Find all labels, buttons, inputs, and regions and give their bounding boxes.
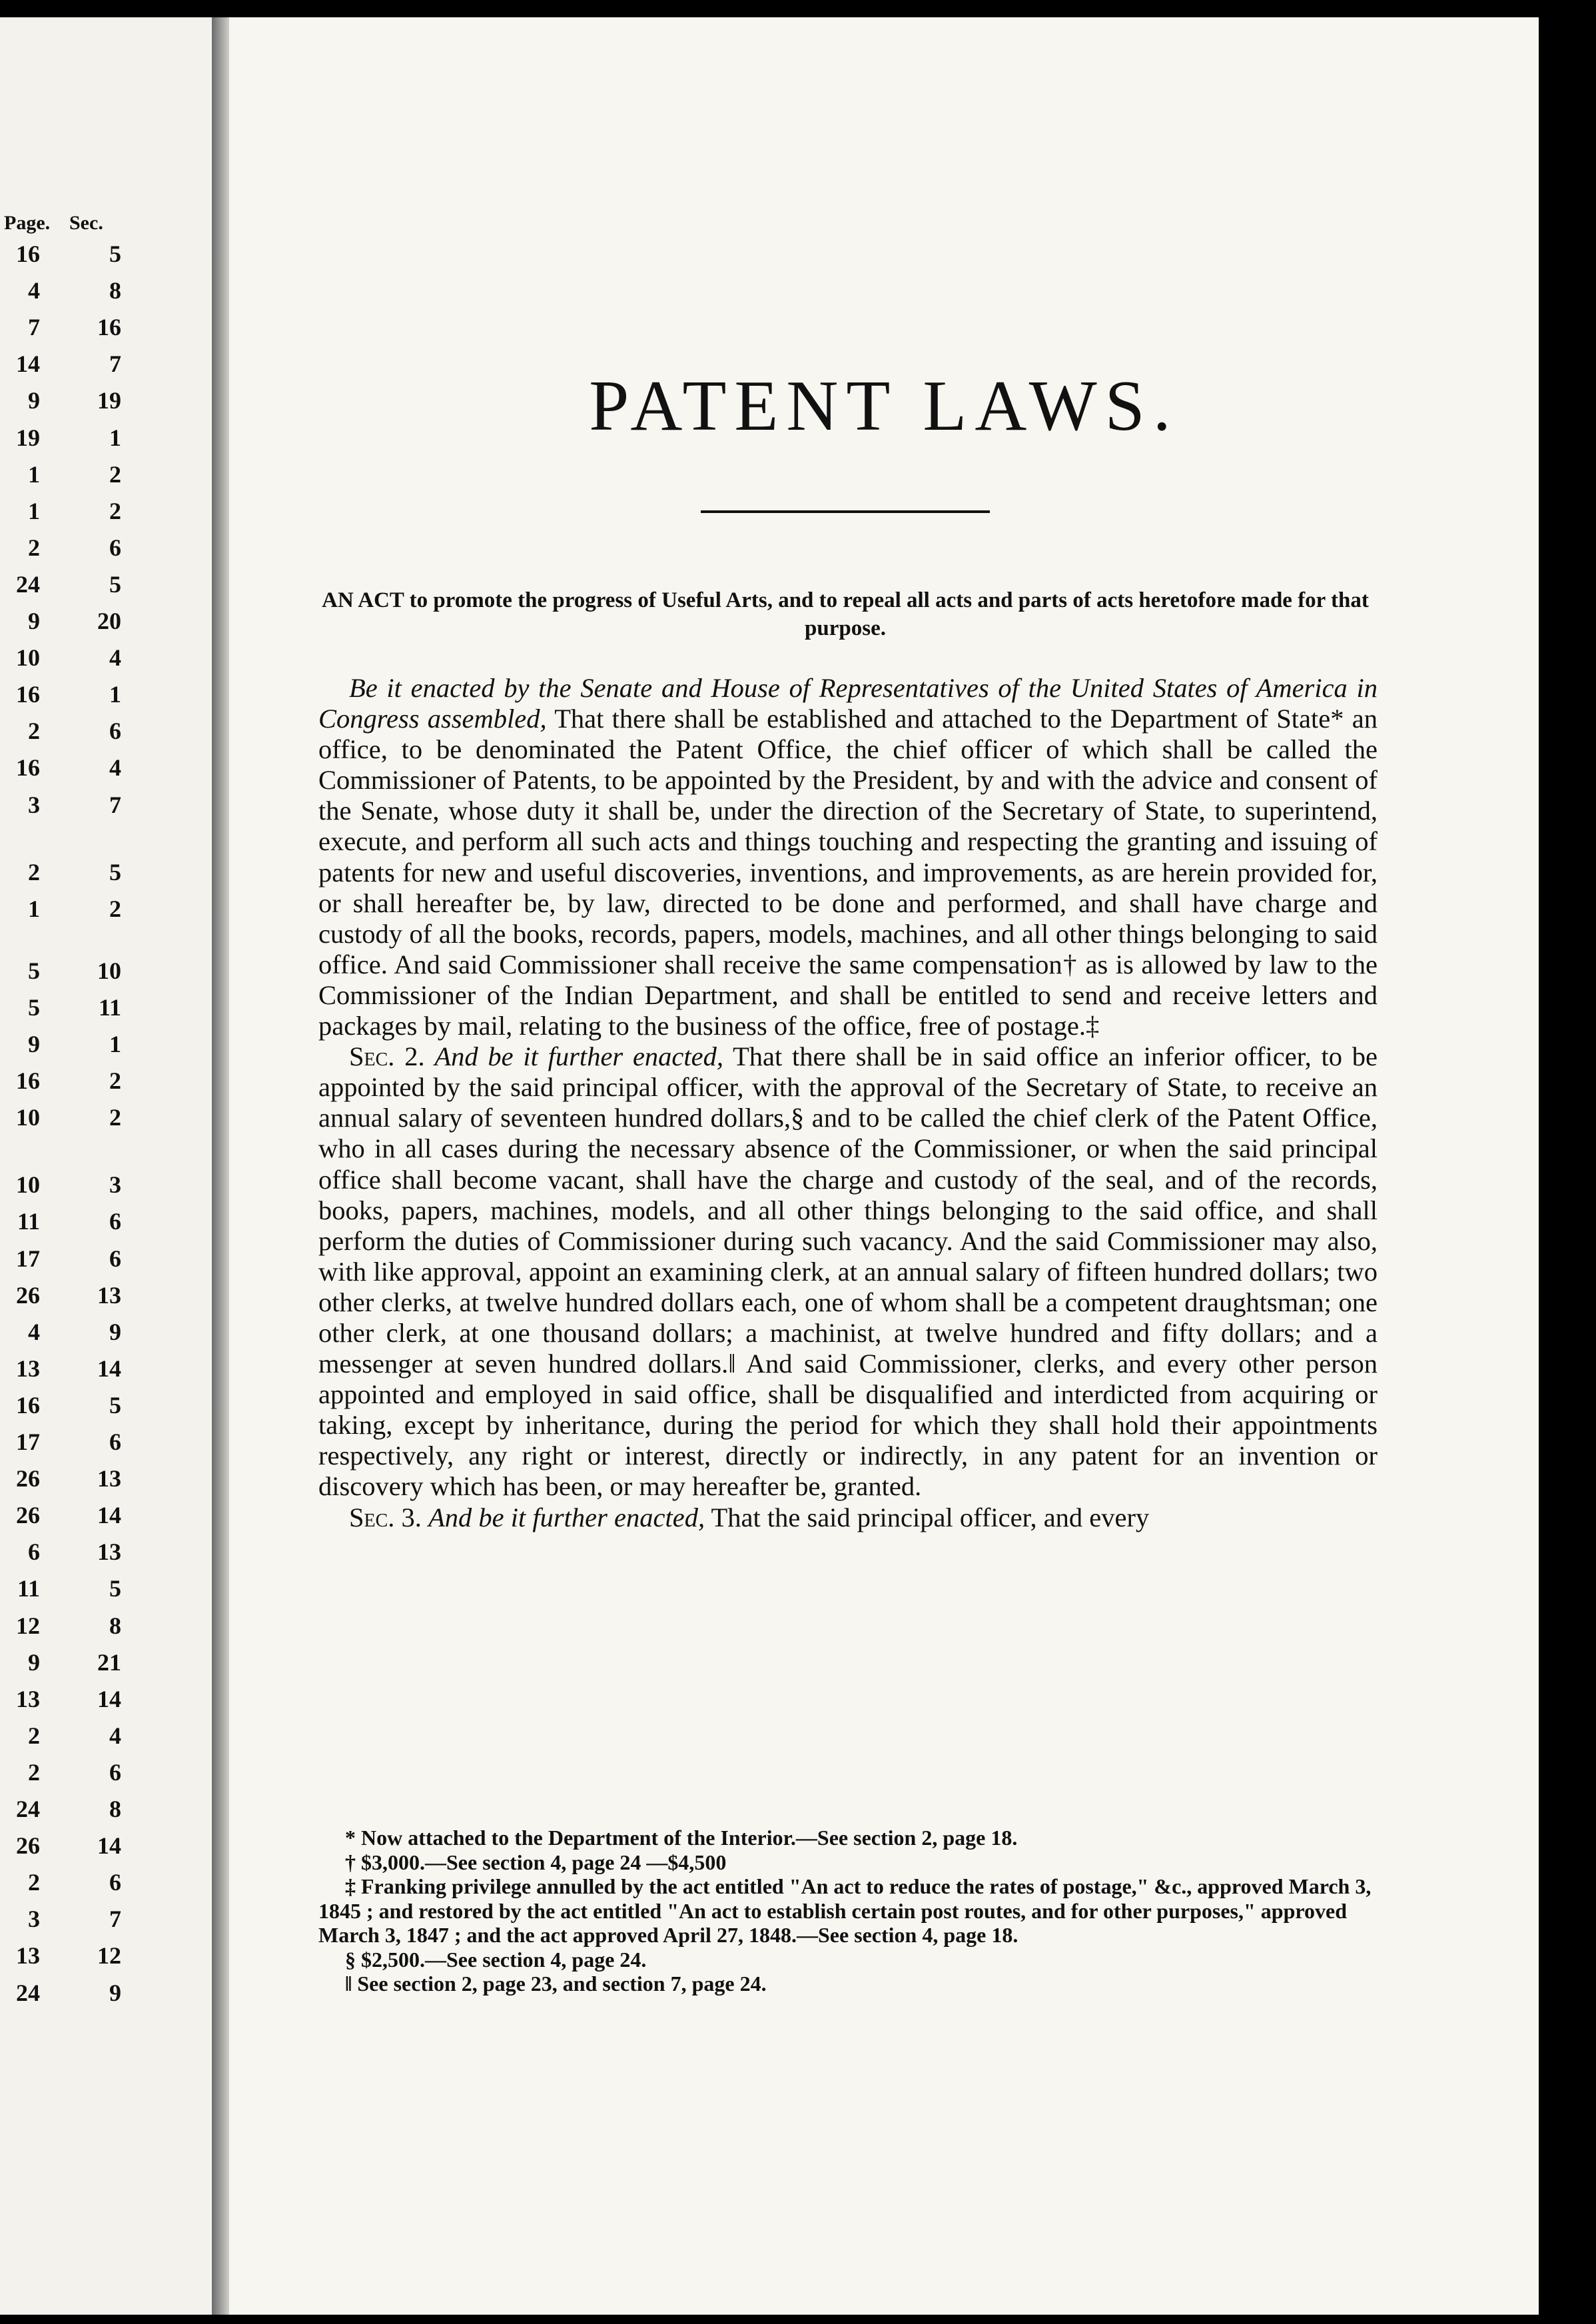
- index-section-number: 5: [109, 1575, 121, 1602]
- index-page-number: 4: [28, 277, 40, 304]
- index-page-number: 10: [16, 1171, 40, 1199]
- index-row: [0, 680, 212, 717]
- index-section-number: 7: [109, 791, 121, 818]
- index-section-number: 11: [98, 993, 121, 1021]
- index-page-number: 17: [16, 1429, 40, 1455]
- index-page-number: 13: [16, 1685, 40, 1712]
- index-section-number: 6: [109, 1758, 121, 1786]
- index-section-number: 13: [97, 1281, 121, 1309]
- index-section-number: 21: [97, 1648, 121, 1676]
- index-row: [0, 277, 212, 313]
- index-page-number: 6: [28, 1538, 40, 1566]
- index-section-number: 7: [109, 350, 121, 378]
- index-section-number: 4: [109, 754, 121, 782]
- index-row: [0, 1501, 212, 1538]
- footnote-3: ‡ Franking privilege annulled by the act entitled "An act to reduce the rates of postage," &c., approved March 3, 1845 ; and restored by the act entitled "An act to establish certain post routes, and for other purposes," approved March 3, 1847 ; and the act approved April 27, 1848.—See section 4, page 18.: [318, 1874, 1372, 1947]
- index-section-number: 10: [97, 957, 121, 984]
- index-row: [0, 1832, 212, 1868]
- index-section-number: 4: [109, 644, 121, 672]
- index-row: [0, 1067, 212, 1103]
- index-page-number: 9: [28, 608, 40, 634]
- index-row: [0, 1391, 212, 1428]
- footnote-4: § $2,500.—See section 4, page 24.: [345, 1947, 647, 1972]
- index-row: [0, 497, 212, 534]
- index-row: [0, 1612, 212, 1648]
- index-section-number: 8: [109, 1612, 121, 1639]
- index-row: [0, 1722, 212, 1758]
- index-section-number: 2: [109, 1067, 121, 1095]
- index-page-number: 16: [16, 681, 40, 708]
- index-section-number: 6: [109, 1429, 121, 1455]
- index-row: [0, 460, 212, 497]
- index-row: [0, 1795, 212, 1832]
- index-section-number: 2: [109, 895, 121, 922]
- index-page-number: 5: [28, 957, 40, 984]
- index-page-number: 9: [28, 1648, 40, 1676]
- index-section-number: 9: [109, 1318, 121, 1345]
- index-row: [0, 895, 212, 931]
- title-divider: [701, 510, 990, 513]
- section-2-label: Sec. 2.: [349, 1041, 425, 1072]
- index-page-number: 16: [16, 1391, 40, 1419]
- index-row: [0, 1574, 212, 1611]
- index-section-number: 2: [109, 460, 121, 488]
- index-section-number: 16: [97, 314, 121, 341]
- index-row: [0, 350, 212, 386]
- index-row: [0, 1207, 212, 1244]
- index-row: [0, 570, 212, 607]
- index-section-number: 14: [97, 1355, 121, 1382]
- index-section-number: 6: [109, 1208, 121, 1235]
- index-section-number: 8: [109, 1796, 121, 1822]
- index-page-number: 9: [28, 1031, 40, 1057]
- index-section-number: 2: [109, 497, 121, 524]
- index-page-number: 2: [28, 1722, 40, 1749]
- index-page-number: 2: [28, 1869, 40, 1896]
- index-row: [0, 1245, 212, 1281]
- index-page-number: 16: [16, 1067, 40, 1095]
- index-section-number: 7: [109, 1906, 121, 1933]
- footnotes: [318, 1826, 1378, 1996]
- index-section-number: 5: [109, 1391, 121, 1419]
- index-row: [0, 1538, 212, 1574]
- index-row: [0, 754, 212, 790]
- section-3-text: That the said principal officer, and every: [711, 1502, 1150, 1532]
- index-header-page: Page.: [4, 212, 51, 234]
- index-page-number: 17: [16, 1245, 40, 1272]
- index-section-number: 8: [109, 277, 121, 304]
- index-page-number: 12: [16, 1612, 40, 1639]
- index-section-number: 19: [97, 387, 121, 414]
- index-row: [0, 1648, 212, 1685]
- section-2-clause: And be it further enacted,: [434, 1041, 724, 1072]
- section-3-label: Sec. 3.: [349, 1502, 422, 1532]
- index-header-sec: Sec.: [69, 212, 103, 234]
- index-section-number: 9: [109, 1979, 121, 2006]
- index-section-number: 14: [97, 1832, 121, 1860]
- index-page-number: 5: [28, 993, 40, 1021]
- index-page-number: 3: [28, 1906, 40, 1933]
- index-section-number: 6: [109, 718, 121, 745]
- index-page-number: 13: [16, 1942, 40, 1970]
- index-page-number: 24: [16, 1796, 40, 1822]
- index-page-number: 14: [16, 350, 40, 378]
- index-row: [0, 993, 212, 1030]
- index-page-number: 2: [28, 1758, 40, 1786]
- index-page-number: 11: [17, 1575, 40, 1602]
- index-page-number: 26: [16, 1281, 40, 1309]
- index-page-number: 2: [28, 858, 40, 885]
- index-row: [0, 1318, 212, 1355]
- index-page-number: 24: [16, 1979, 40, 2006]
- index-row: [0, 534, 212, 570]
- section-2-paragraph: [318, 1041, 1378, 1502]
- index-row: [0, 1428, 212, 1464]
- index-row: [0, 1464, 212, 1501]
- index-section-number: 13: [97, 1465, 121, 1492]
- index-row: [0, 1103, 212, 1140]
- index-row: [0, 240, 212, 277]
- index-section-number: 5: [109, 241, 121, 267]
- index-row: [0, 313, 212, 350]
- index-section-number: 6: [109, 1245, 121, 1272]
- index-page-number: 26: [16, 1832, 40, 1860]
- index-row: [0, 791, 212, 828]
- index-page-number: 26: [16, 1465, 40, 1492]
- index-page-number: 7: [28, 314, 40, 341]
- section-3-clause: And be it further enacted,: [428, 1502, 705, 1532]
- index-page-number: 10: [16, 1104, 40, 1131]
- index-row: [0, 644, 212, 680]
- index-section-number: 5: [109, 858, 121, 885]
- act-body: [318, 673, 1378, 1533]
- index-page-number: 10: [16, 644, 40, 672]
- footnote-1: * Now attached to the Department of the Interior.—See section 2, page 18.: [345, 1826, 1018, 1850]
- index-page-number: 24: [16, 570, 40, 598]
- section-1-text: That there shall be established and attached to the Department of State* an office, to be denominated the Patent Office, the chief officer of which shall be called the Commissioner of Patents, to be appointed by the President, by and with the advice and consent of the Senate, whose duty it shall be, under the direction of the Secretary of State, to superintend, execute, and perform all such acts and things touching and respecting the granting and issuing of patents for new and useful discoveries, inventions, and improvements, as are herein provided for, or shall hereafter be, by law, directed to be done and performed, and shall have charge and custody of all the books, records, papers, models, machines, and all other things belonging to said office. And said Commissioner shall receive the same compensation† as is allowed by law to the Commissioner of the Indian Department, and shall be entitled to send and receive letters and packages by mail, relating to the business of the office, free of postage.‡: [318, 704, 1378, 1041]
- footnote-2: † $3,000.—See section 4, page 24 —$4,500: [345, 1850, 727, 1874]
- index-page-number: 26: [16, 1502, 40, 1529]
- index-section-number: 3: [109, 1171, 121, 1199]
- index-section-number: 6: [109, 534, 121, 561]
- index-row: [0, 386, 212, 423]
- index-page-number: 1: [28, 895, 40, 922]
- index-section-number: 14: [97, 1685, 121, 1712]
- index-row: [0, 1942, 212, 1978]
- index-section-number: 6: [109, 1869, 121, 1896]
- section-1-paragraph: [318, 673, 1378, 1041]
- index-row: [0, 424, 212, 460]
- index-row: [0, 1979, 212, 2016]
- index-row: [0, 717, 212, 754]
- index-section-number: 20: [97, 608, 121, 634]
- index-section-number: 1: [109, 681, 121, 708]
- index-page-number: 16: [16, 754, 40, 782]
- act-caption: AN ACT to promote the progress of Useful Arts, and to repeal all acts and parts of acts heretofore made for that purpose.: [322, 588, 1369, 640]
- section-3-paragraph: [318, 1502, 1378, 1533]
- index-row: [0, 1758, 212, 1795]
- index-section-number: 2: [109, 1104, 121, 1131]
- index-page-number: 9: [28, 387, 40, 414]
- index-page-number: 11: [17, 1208, 40, 1235]
- index-row: [0, 1030, 212, 1067]
- index-section-number: 14: [97, 1502, 121, 1529]
- index-page-number: 1: [28, 460, 40, 488]
- index-row: [0, 957, 212, 993]
- enacting-clause: Be it enacted by the Senate and House of Representatives of the United States of America in Congress assembled,: [318, 673, 1378, 734]
- index-row: [0, 1868, 212, 1905]
- index-row: [0, 1171, 212, 1207]
- page-title: PATENT LAWS.: [589, 366, 1179, 446]
- index-section-number: 5: [109, 570, 121, 598]
- index-section-number: 1: [109, 424, 121, 451]
- index-section-number: 1: [109, 1031, 121, 1057]
- index-page-number: 16: [16, 241, 40, 267]
- index-page-number: 4: [28, 1318, 40, 1345]
- index-section-number: 13: [97, 1538, 121, 1566]
- index-section-number: 4: [109, 1722, 121, 1749]
- section-2-text: That there shall be in said office an inferior officer, to be appointed by the said principal officer, with the approval of the Secretary of State, to receive an annual salary of seventeen hundred dollars,§ and to be called the chief clerk of the Patent Office, who in all cases during the necessary absence of the Commissioner, or when the said principal office shall become vacant, shall have the charge and custody of the seal, and of the records, books, papers, machines, models, and all other things belonging to the said office, and shall perform the duties of Commissioner during such vacancy. And the said Commissioner may also, with like approval, appoint an examining clerk, at an annual salary of fifteen hundred dollars; two other clerks, at twelve hundred dollars each, one of whom shall be a competent draughtsman; one other clerk, at one thousand dollars; a machinist, at twelve hundred and fifty dollars; and a messenger at seven hundred dollars.‖ And said Commissioner, clerks, and every other person appointed and employed in said office, shall be disqualified and interdicted from acquiring or taking, except by inheritance, during the period for which they shall hold their appointments respectively, any right or interest, directly or indirectly, in any patent for an invention or discovery which has been, or may hereafter be, granted.: [318, 1041, 1378, 1502]
- index-page-number: 1: [28, 497, 40, 524]
- index-row: [0, 1281, 212, 1318]
- index-page-number: 2: [28, 718, 40, 745]
- index-row: [0, 1685, 212, 1722]
- index-row: [0, 1905, 212, 1942]
- index-row: [0, 858, 212, 895]
- index-row: [0, 1355, 212, 1391]
- index-page-number: 13: [16, 1355, 40, 1382]
- index-page-number: 3: [28, 791, 40, 818]
- index-section-number: 12: [97, 1942, 121, 1970]
- footnote-5: ‖ See section 2, page 23, and section 7, page 24.: [345, 1972, 767, 1996]
- index-page-number: 2: [28, 534, 40, 561]
- index-page-number: 19: [16, 424, 40, 451]
- book-gutter: [212, 17, 229, 2315]
- index-row: [0, 607, 212, 644]
